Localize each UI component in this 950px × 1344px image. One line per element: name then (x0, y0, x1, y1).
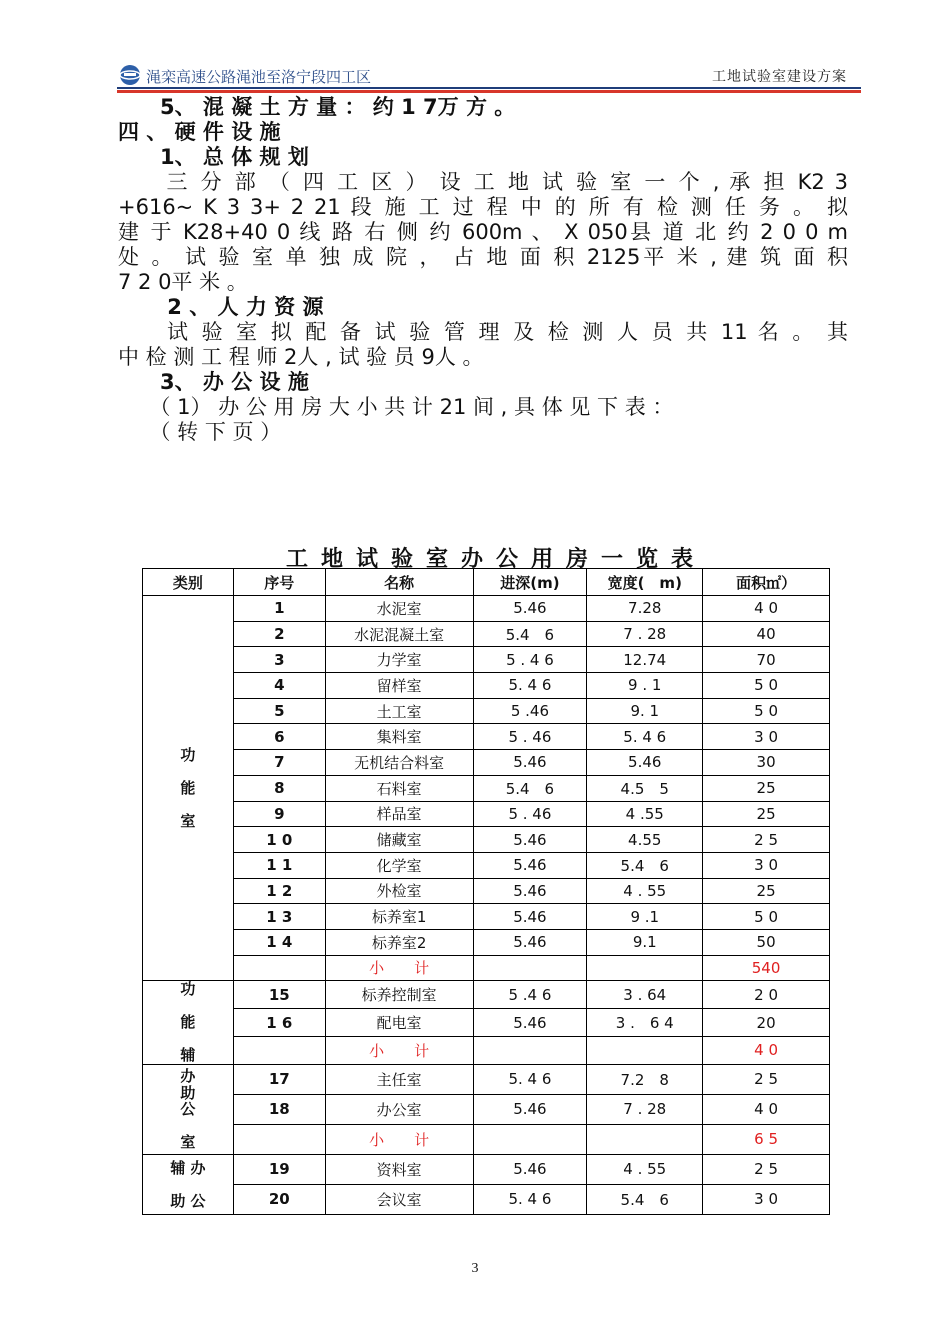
header-area: 面积㎡） (703, 569, 830, 596)
table-row (143, 929, 830, 955)
depth-cell: 5 .4 6 (473, 981, 587, 1009)
paragraph-plan-line-4: 处 。 试 验 室 单 独 成 院 ， 占 地 面 积 2125平 米 , 建 筑 面 积 (118, 245, 848, 269)
room-name-cell: 无机结合料室 (325, 750, 473, 776)
area-cell: 5 0 (703, 904, 830, 930)
room-name-cell: 主任室 (325, 1064, 473, 1094)
empty-cell (233, 1124, 325, 1154)
table-row (143, 750, 830, 776)
depth-cell: 5 . 46 (473, 724, 587, 750)
depth-cell: 5.46 (473, 596, 587, 622)
width-cell: 7.2 8 (587, 1064, 703, 1094)
table-row (143, 1154, 830, 1184)
header-document-title: 工地试验室建设方案 (712, 70, 847, 85)
area-cell: 30 (703, 750, 830, 776)
paragraph-office-rooms: （ 1） 办 公 用 房 大 小 共 计 21 间 , 具 体 见 下 表 ： (118, 395, 674, 419)
room-name-cell: 化学室 (325, 852, 473, 878)
table-row (143, 981, 830, 1009)
width-cell: 4 .55 (587, 801, 703, 827)
subtotal-row (143, 1036, 830, 1064)
width-cell: 4.55 (587, 827, 703, 853)
header-project-title: 渑栾高速公路渑池至洛宁段四工区 (146, 70, 372, 86)
paragraph-plan-line-3: 建 于 K28+40 0 线 路 右 侧 约 600m 、 X 050县 道 北 约 2 0 0 m (118, 220, 848, 244)
subtotal-value: 4 0 (703, 1036, 830, 1064)
area-cell: 70 (703, 647, 830, 673)
area-cell: 3 0 (703, 852, 830, 878)
depth-cell: 5.4 6 (473, 621, 587, 647)
empty-cell (587, 1036, 703, 1064)
width-cell: 7.28 (587, 596, 703, 622)
width-cell: 4 . 55 (587, 878, 703, 904)
table-row (143, 621, 830, 647)
width-cell: 5. 4 6 (587, 724, 703, 750)
table-header-row (143, 569, 830, 596)
depth-cell: 5 . 46 (473, 801, 587, 827)
subtotal-label: 小 计 (325, 1036, 473, 1064)
room-name-cell: 样品室 (325, 801, 473, 827)
paragraph-plan-line-5: 7 2 0平 米 。 (118, 270, 248, 294)
paragraph-continued-note: （ 转 下 页 ） (118, 420, 282, 444)
depth-cell: 5.46 (473, 1154, 587, 1184)
table-row (143, 698, 830, 724)
row-number-cell: 5 (233, 698, 325, 724)
header-number: 序号 (233, 569, 325, 596)
width-cell: 9 . 1 (587, 673, 703, 699)
empty-cell (233, 955, 325, 981)
row-number-cell: 1 1 (233, 852, 325, 878)
area-cell: 50 (703, 929, 830, 955)
row-number-cell: 2 (233, 621, 325, 647)
header-category: 类别 (143, 569, 234, 596)
subtotal-label: 小 计 (325, 955, 473, 981)
area-cell: 2 5 (703, 1064, 830, 1094)
room-name-cell: 会议室 (325, 1184, 473, 1214)
depth-cell: 5. 4 6 (473, 673, 587, 699)
room-name-cell: 配电室 (325, 1009, 473, 1037)
area-cell: 25 (703, 775, 830, 801)
depth-cell: 5 .46 (473, 698, 587, 724)
area-cell: 40 (703, 621, 830, 647)
row-number-cell: 1 4 (233, 929, 325, 955)
row-number-cell: 19 (233, 1154, 325, 1184)
empty-cell (473, 1124, 587, 1154)
area-cell: 2 5 (703, 1154, 830, 1184)
paragraph-plan-line-2: +616~ K 3 3+ 2 21 段 施 工 过 程 中 的 所 有 检 测 任 务 。 拟 (118, 195, 848, 219)
depth-cell: 5.46 (473, 827, 587, 853)
table-row (143, 1009, 830, 1037)
header-name: 名称 (325, 569, 473, 596)
table-row (143, 801, 830, 827)
row-number-cell: 3 (233, 647, 325, 673)
width-cell: 3 . 64 (587, 981, 703, 1009)
table-row (143, 775, 830, 801)
room-name-cell: 力学室 (325, 647, 473, 673)
table-row (143, 1094, 830, 1124)
room-name-cell: 集料室 (325, 724, 473, 750)
area-cell: 5 0 (703, 673, 830, 699)
width-cell: 7 . 28 (587, 621, 703, 647)
table-row (143, 673, 830, 699)
depth-cell: 5.4 6 (473, 775, 587, 801)
depth-cell: 5. 4 6 (473, 1064, 587, 1094)
area-cell: 25 (703, 801, 830, 827)
row-number-cell: 20 (233, 1184, 325, 1214)
empty-cell (473, 1036, 587, 1064)
row-number-cell: 9 (233, 801, 325, 827)
page-number: 3 (471, 1261, 479, 1276)
table-row (143, 878, 830, 904)
room-name-cell: 水泥混凝土室 (325, 621, 473, 647)
table-row (143, 1064, 830, 1094)
table-row (143, 724, 830, 750)
subtotal-row (143, 1124, 830, 1154)
depth-cell: 5. 4 6 (473, 1184, 587, 1214)
area-cell: 3 0 (703, 724, 830, 750)
row-number-cell: 17 (233, 1064, 325, 1094)
table-row (143, 827, 830, 853)
width-cell: 9.1 (587, 929, 703, 955)
depth-cell: 5 . 4 6 (473, 647, 587, 673)
row-number-cell: 8 (233, 775, 325, 801)
room-name-cell: 标养室2 (325, 929, 473, 955)
subheading-human-resources: 2 、 人 力 资 源 (118, 295, 324, 319)
subtotal-label: 小 计 (325, 1124, 473, 1154)
table-title: 工地试验室办公用房一览表 (286, 547, 707, 572)
empty-cell (233, 1036, 325, 1064)
section-heading-hardware: 四 、 硬 件 设 施 (118, 120, 281, 144)
room-name-cell: 标养室1 (325, 904, 473, 930)
area-cell: 2 5 (703, 827, 830, 853)
table-body (143, 596, 830, 1215)
area-cell: 5 0 (703, 698, 830, 724)
category-cell: 功 能 辅 (143, 981, 234, 1065)
concrete-volume-line: 5、 混 凝 土 方 量 ： 约 1 7万 方 。 (118, 95, 516, 119)
room-name-cell: 留样室 (325, 673, 473, 699)
area-cell: 25 (703, 878, 830, 904)
header-width: 宽度( m) (587, 569, 703, 596)
width-cell: 5.4 6 (587, 1184, 703, 1214)
row-number-cell: 4 (233, 673, 325, 699)
table-row (143, 647, 830, 673)
subheading-overall-plan: 1、 总 体 规 划 (118, 145, 309, 169)
room-name-cell: 石料室 (325, 775, 473, 801)
depth-cell: 5.46 (473, 878, 587, 904)
paragraph-staff-line-1: 试 验 室 拟 配 备 试 验 管 理 及 检 测 人 员 共 11 名 。 其 (118, 320, 848, 344)
depth-cell: 5.46 (473, 1009, 587, 1037)
row-number-cell: 1 6 (233, 1009, 325, 1037)
subtotal-value: 6 5 (703, 1124, 830, 1154)
row-number-cell: 1 3 (233, 904, 325, 930)
category-cell: 辅 办 助 公 (143, 1154, 234, 1214)
table-row (143, 596, 830, 622)
depth-cell: 5.46 (473, 852, 587, 878)
row-number-cell: 6 (233, 724, 325, 750)
office-rooms-table (142, 568, 830, 1215)
width-cell: 12.74 (587, 647, 703, 673)
depth-cell: 5.46 (473, 929, 587, 955)
paragraph-staff-line-2: 中 检 测 工 程 师 2人 , 试 验 员 9人 。 (118, 345, 484, 369)
row-number-cell: 15 (233, 981, 325, 1009)
room-name-cell: 外检室 (325, 878, 473, 904)
table-row (143, 1184, 830, 1214)
row-number-cell: 1 0 (233, 827, 325, 853)
area-cell: 4 0 (703, 1094, 830, 1124)
subtotal-value: 540 (703, 955, 830, 981)
room-name-cell: 土工室 (325, 698, 473, 724)
row-number-cell: 18 (233, 1094, 325, 1124)
empty-cell (587, 1124, 703, 1154)
room-name-cell: 储藏室 (325, 827, 473, 853)
depth-cell: 5.46 (473, 904, 587, 930)
area-cell: 2 0 (703, 981, 830, 1009)
header-rule-blue (117, 87, 861, 89)
width-cell: 9 .1 (587, 904, 703, 930)
row-number-cell: 1 2 (233, 878, 325, 904)
width-cell: 3 . 6 4 (587, 1009, 703, 1037)
category-cell: 功 能 室 (143, 596, 234, 981)
header-depth: 进深(m) (473, 569, 587, 596)
width-cell: 7 . 28 (587, 1094, 703, 1124)
room-name-cell: 办公室 (325, 1094, 473, 1124)
empty-cell (473, 955, 587, 981)
table-row (143, 852, 830, 878)
width-cell: 5.46 (587, 750, 703, 776)
width-cell: 5.4 6 (587, 852, 703, 878)
category-cell: 办 助 公 室 (143, 1064, 234, 1154)
empty-cell (587, 955, 703, 981)
width-cell: 4 . 55 (587, 1154, 703, 1184)
area-cell: 4 0 (703, 596, 830, 622)
subheading-office-facilities: 3、 办 公 设 施 (118, 370, 309, 394)
area-cell: 20 (703, 1009, 830, 1037)
depth-cell: 5.46 (473, 1094, 587, 1124)
width-cell: 9. 1 (587, 698, 703, 724)
room-name-cell: 标养控制室 (325, 981, 473, 1009)
area-cell: 3 0 (703, 1184, 830, 1214)
row-number-cell: 7 (233, 750, 325, 776)
subtotal-row (143, 955, 830, 981)
depth-cell: 5.46 (473, 750, 587, 776)
company-logo-icon (119, 64, 141, 86)
table-row (143, 904, 830, 930)
row-number-cell: 1 (233, 596, 325, 622)
room-name-cell: 水泥室 (325, 596, 473, 622)
room-name-cell: 资料室 (325, 1154, 473, 1184)
header-rule-red (117, 90, 861, 93)
width-cell: 4.5 5 (587, 775, 703, 801)
paragraph-plan-line-1: 三 分 部 （ 四 工 区 ） 设 工 地 试 验 室 一 个 , 承 担 K2 3 (118, 170, 848, 194)
